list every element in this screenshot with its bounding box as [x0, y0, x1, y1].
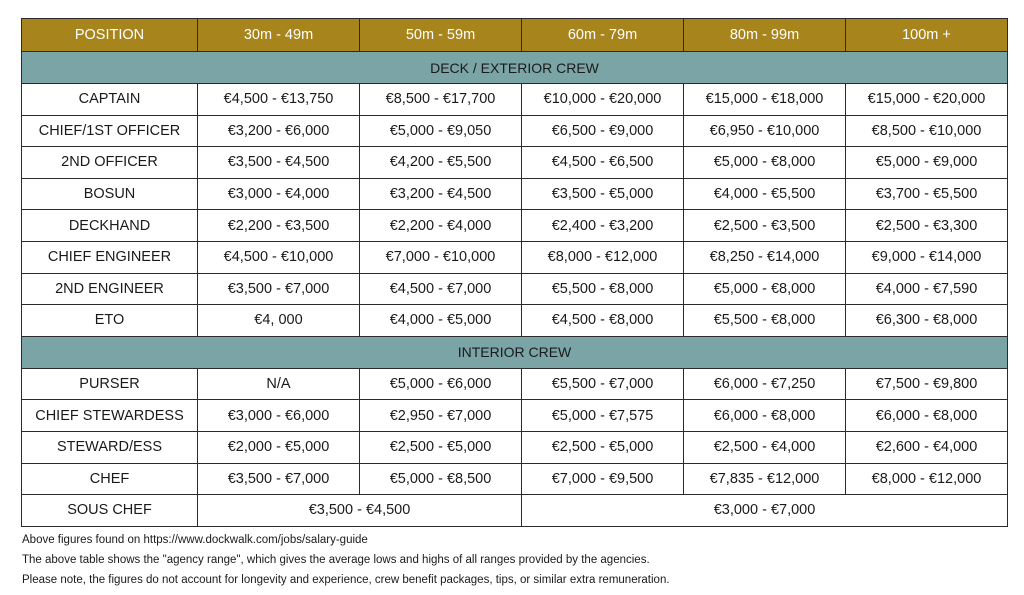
salary-cell: €2,200 - €4,000	[360, 210, 522, 242]
salary-cell: €4,000 - €5,000	[360, 305, 522, 337]
salary-cell: €2,000 - €5,000	[198, 431, 360, 463]
salary-cell: €3,200 - €6,000	[198, 115, 360, 147]
position-cell: DECKHAND	[22, 210, 198, 242]
salary-cell: €10,000 - €20,000	[522, 84, 684, 116]
salary-cell: €6,950 - €10,000	[684, 115, 846, 147]
salary-cell: €5,000 - €6,000	[360, 368, 522, 400]
salary-cell: €4,500 - €6,500	[522, 147, 684, 179]
table-row	[22, 210, 1008, 242]
salary-cell: €3,500 - €7,000	[198, 273, 360, 305]
salary-cell: €5,000 - €7,575	[522, 400, 684, 432]
position-cell: BOSUN	[22, 178, 198, 210]
position-cell: 2ND ENGINEER	[22, 273, 198, 305]
header-position: POSITION	[22, 19, 198, 52]
table-row	[22, 147, 1008, 179]
salary-cell: €5,500 - €8,000	[522, 273, 684, 305]
salary-cell: €4,500 - €7,000	[360, 273, 522, 305]
header-30-49m: 30m - 49m	[198, 19, 360, 52]
footnote-source: Above figures found on https://www.dockwalk.com/jobs/salary-guide	[22, 534, 368, 546]
table-row	[22, 115, 1008, 147]
salary-cell: €3,000 - €4,000	[198, 178, 360, 210]
salary-cell: €2,400 - €3,200	[522, 210, 684, 242]
footnote-agency-range: The above table shows the "agency range", which gives the average lows and highs of all ranges provided by the agencies.	[22, 554, 650, 566]
salary-cell: €2,500 - €3,300	[846, 210, 1008, 242]
table-row	[22, 463, 1008, 495]
salary-cell: €5,000 - €9,000	[846, 147, 1008, 179]
salary-cell: €3,200 - €4,500	[360, 178, 522, 210]
salary-cell: €4,000 - €7,590	[846, 273, 1008, 305]
salary-cell: €7,500 - €9,800	[846, 368, 1008, 400]
salary-cell: €3,700 - €5,500	[846, 178, 1008, 210]
salary-cell: €8,500 - €17,700	[360, 84, 522, 116]
table-row	[22, 273, 1008, 305]
section-header-interior	[22, 336, 1008, 368]
salary-cell: €4, 000	[198, 305, 360, 337]
salary-cell: €3,500 - €5,000	[522, 178, 684, 210]
salary-cell: €2,500 - €3,500	[684, 210, 846, 242]
salary-cell: €8,000 - €12,000	[846, 463, 1008, 495]
salary-cell: €5,000 - €8,500	[360, 463, 522, 495]
salary-cell: €2,500 - €5,000	[522, 431, 684, 463]
salary-table	[21, 18, 1008, 527]
position-cell: CHEF	[22, 463, 198, 495]
position-cell: CHIEF/1ST OFFICER	[22, 115, 198, 147]
position-cell: SOUS CHEF	[22, 495, 198, 527]
salary-cell: €8,250 - €14,000	[684, 241, 846, 273]
salary-cell: €3,500 - €7,000	[198, 463, 360, 495]
salary-cell: €7,000 - €9,500	[522, 463, 684, 495]
position-cell: STEWARD/ESS	[22, 431, 198, 463]
salary-cell: €3,500 - €4,500	[198, 147, 360, 179]
salary-cell: €3,000 - €6,000	[198, 400, 360, 432]
salary-cell: €9,000 - €14,000	[846, 241, 1008, 273]
salary-cell: €5,000 - €9,050	[360, 115, 522, 147]
table-row-merged	[22, 495, 1008, 527]
salary-cell: €15,000 - €20,000	[846, 84, 1008, 116]
section-title: DECK / EXTERIOR CREW	[22, 52, 1008, 84]
footnotes	[22, 530, 670, 590]
salary-cell: €2,600 - €4,000	[846, 431, 1008, 463]
salary-cell: N/A	[198, 368, 360, 400]
salary-cell: €5,500 - €8,000	[684, 305, 846, 337]
table-row	[22, 368, 1008, 400]
salary-cell-merged: €3,000 - €7,000	[522, 495, 1008, 527]
header-60-79m: 60m - 79m	[522, 19, 684, 52]
section-title: INTERIOR CREW	[22, 336, 1008, 368]
section-header-deck	[22, 52, 1008, 84]
header-row	[22, 19, 1008, 52]
salary-cell: €2,200 - €3,500	[198, 210, 360, 242]
salary-cell: €4,500 - €10,000	[198, 241, 360, 273]
salary-cell: €2,500 - €4,000	[684, 431, 846, 463]
table-row	[22, 305, 1008, 337]
salary-cell: €4,500 - €13,750	[198, 84, 360, 116]
position-cell: CHIEF ENGINEER	[22, 241, 198, 273]
table-row	[22, 400, 1008, 432]
salary-cell: €6,300 - €8,000	[846, 305, 1008, 337]
salary-cell: €4,000 - €5,500	[684, 178, 846, 210]
salary-cell: €6,000 - €8,000	[684, 400, 846, 432]
table-row	[22, 431, 1008, 463]
salary-cell: €7,835 - €12,000	[684, 463, 846, 495]
header-100m-plus: 100m +	[846, 19, 1008, 52]
header-50-59m: 50m - 59m	[360, 19, 522, 52]
salary-cell: €7,000 - €10,000	[360, 241, 522, 273]
salary-cell: €2,500 - €5,000	[360, 431, 522, 463]
salary-cell: €4,200 - €5,500	[360, 147, 522, 179]
position-cell: ETO	[22, 305, 198, 337]
salary-cell: €6,000 - €7,250	[684, 368, 846, 400]
salary-cell: €5,500 - €7,000	[522, 368, 684, 400]
table-row	[22, 241, 1008, 273]
salary-cell: €8,000 - €12,000	[522, 241, 684, 273]
salary-cell: €15,000 - €18,000	[684, 84, 846, 116]
salary-cell: €2,950 - €7,000	[360, 400, 522, 432]
salary-cell: €8,500 - €10,000	[846, 115, 1008, 147]
salary-cell: €4,500 - €8,000	[522, 305, 684, 337]
position-cell: CAPTAIN	[22, 84, 198, 116]
position-cell: 2ND OFFICER	[22, 147, 198, 179]
header-80-99m: 80m - 99m	[684, 19, 846, 52]
position-cell: PURSER	[22, 368, 198, 400]
salary-cell: €5,000 - €8,000	[684, 273, 846, 305]
footnote-disclaimer: Please note, the figures do not account for longevity and experience, crew benefit packages, tips, or similar extra remuneration.	[22, 574, 670, 586]
table-row	[22, 84, 1008, 116]
position-cell: CHIEF STEWARDESS	[22, 400, 198, 432]
salary-cell: €5,000 - €8,000	[684, 147, 846, 179]
salary-cell-merged: €3,500 - €4,500	[198, 495, 522, 527]
salary-cell: €6,500 - €9,000	[522, 115, 684, 147]
salary-cell: €6,000 - €8,000	[846, 400, 1008, 432]
table-row	[22, 178, 1008, 210]
